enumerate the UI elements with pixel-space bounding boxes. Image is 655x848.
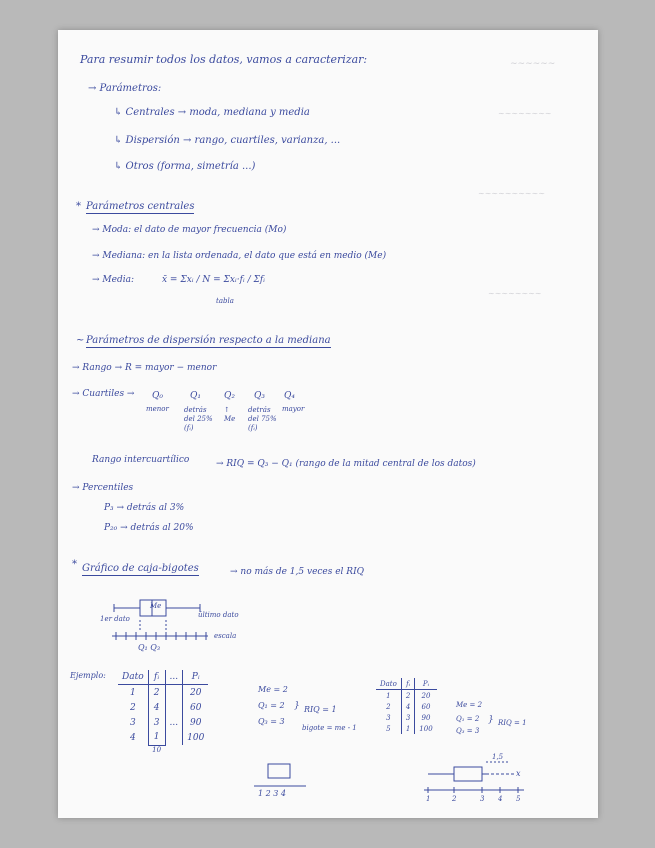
- percentiles-label: → Percentiles: [72, 483, 134, 493]
- table-header: fᵢ: [148, 670, 165, 685]
- table-header: ...: [165, 670, 183, 685]
- table-cell: 1: [376, 690, 401, 702]
- table-header: Pᵢ: [415, 678, 437, 690]
- table-cell: 60: [190, 702, 202, 713]
- q4-label: Q₄: [284, 391, 295, 401]
- table-header: Pᵢ: [183, 670, 209, 685]
- result-q1-1: Q₁ = 2: [258, 701, 285, 710]
- table-cell: 3: [118, 715, 148, 730]
- params-otros: ↳ Otros (forma, simetría ...): [114, 161, 256, 172]
- axis2-tick-label: 3: [480, 795, 485, 803]
- bleed-through-text: ∼∼∼∼∼∼∼∼∼∼: [478, 189, 546, 198]
- table-cell: 1: [118, 685, 148, 701]
- table-cell: 4: [118, 730, 148, 745]
- axis2-tick-label: 5: [516, 795, 521, 803]
- q1-label: Q₁: [190, 391, 201, 401]
- boxplot-bullet: *: [72, 559, 77, 570]
- bracket-label: 1,5: [492, 753, 504, 761]
- tabla-note: tabla: [216, 297, 234, 305]
- q1-note: detrás del 25% (fᵢ): [184, 406, 213, 432]
- boxplot-heading-rest: → no más de 1,5 veces el RIQ: [230, 567, 365, 577]
- q2-label: Q₂: [224, 391, 235, 401]
- bleed-through-text: ∼∼∼∼∼∼∼∼: [498, 109, 552, 118]
- notebook-page: [58, 30, 598, 818]
- cuartiles-label: → Cuartiles →: [72, 389, 135, 399]
- riq-result-2: RIQ = 1: [498, 719, 527, 727]
- table-header: fᵢ: [401, 678, 414, 690]
- table-cell: 3: [148, 715, 165, 730]
- intro-line: Para resumir todos los datos, vamos a caracterizar:: [80, 53, 368, 66]
- q3-note: detrás del 75% (fᵢ): [248, 406, 277, 432]
- table-total: 10: [152, 745, 162, 754]
- result-me-2: Me = 2: [456, 701, 483, 709]
- ultimo-dato-label: último dato: [198, 611, 239, 619]
- dispersion-heading: Parámetros de dispersión respecto a la mediana: [86, 335, 331, 346]
- axis2-tick-label: 1: [426, 795, 431, 803]
- q0-note: menor: [146, 405, 169, 413]
- table-cell: 2: [148, 685, 165, 701]
- q-axis-labels: Q₁ Q₃: [138, 643, 161, 652]
- table-cell: 3: [401, 712, 414, 723]
- bigote-note-1: bigote = me - 1: [302, 724, 357, 732]
- table-cell: 100: [187, 732, 205, 743]
- q3-label: Q₃: [254, 391, 265, 401]
- params-title: → Parámetros:: [88, 83, 162, 94]
- media-formula: x̄ = Σxᵢ / N = Σxᵢ·fᵢ / Σfᵢ: [162, 275, 265, 285]
- bleed-through-text: ∼∼∼∼∼∼∼∼: [488, 289, 542, 298]
- table-cell: 3: [376, 712, 401, 723]
- table-cell: 60: [421, 702, 431, 711]
- riq-result-1: RIQ = 1: [304, 705, 337, 714]
- riq-label: Rango intercuartílico: [92, 455, 190, 465]
- axis1-labels: 1 2 3 4: [258, 789, 286, 798]
- centrales-heading: Parámetros centrales: [86, 201, 195, 212]
- result-me-1: Me = 2: [258, 685, 288, 694]
- table-cell: 2: [118, 700, 148, 715]
- result-q1-2: Q₁ = 2: [456, 715, 480, 723]
- table-cell: 5: [376, 723, 401, 734]
- mini-boxplot-2: [58, 30, 598, 818]
- result-q3-1: Q₃ = 3: [258, 717, 285, 726]
- p20-line: P₂₀ → detrás al 20%: [104, 523, 194, 533]
- params-dispersion: ↳ Dispersión → rango, cuartiles, varianza, ...: [114, 135, 341, 146]
- primer-dato-label: 1er dato: [100, 615, 130, 623]
- table-cell: 100: [419, 724, 433, 733]
- axis2-tick-label: 4: [498, 795, 503, 803]
- table-cell: 20: [190, 687, 202, 698]
- p3-line: P₃ → detrás al 3%: [104, 503, 185, 513]
- table-cell: 2: [401, 690, 414, 702]
- table-header: Dato: [376, 678, 401, 690]
- riq-line: → RIQ = Q₃ − Q₁ (rango de la mitad central de los datos): [216, 459, 476, 469]
- rango-line: → Rango → R = mayor − menor: [72, 363, 217, 373]
- table-header: Dato: [118, 670, 148, 685]
- me-label: Me: [150, 602, 162, 610]
- mini-box-2: [454, 767, 482, 781]
- dispersion-bullet: ~: [76, 335, 85, 346]
- table-cell: 2: [376, 701, 401, 712]
- media-label: → Media:: [92, 275, 134, 285]
- q4-note: mayor: [282, 405, 305, 413]
- table-cell: ...: [165, 715, 183, 730]
- params-centrales: ↳ Centrales → moda, mediana y media: [114, 107, 310, 118]
- q0-label: Q₀: [152, 391, 163, 401]
- outlier-mark: x: [516, 769, 521, 778]
- bleed-through-text: ∼∼∼∼∼∼: [510, 59, 556, 69]
- table-cell: 1: [148, 730, 165, 745]
- table-cell: 4: [401, 701, 414, 712]
- table-cell: 4: [148, 700, 165, 715]
- table-cell: 1: [401, 723, 414, 734]
- centrales-bullet: *: [76, 201, 81, 212]
- mediana-line: → Mediana: en la lista ordenada, el dato que está en medio (Me): [92, 251, 387, 261]
- table-cell: 90: [190, 717, 202, 728]
- table-cell: 90: [421, 713, 431, 722]
- moda-line: → Moda: el dato de mayor frecuencia (Mo): [92, 225, 287, 235]
- axis2-tick-label: 2: [452, 795, 457, 803]
- result-q3-2: Q₃ = 3: [456, 727, 480, 735]
- ejemplo-label: Ejemplo:: [70, 671, 106, 680]
- escala-label: escala: [214, 632, 237, 640]
- brace-1: }: [294, 701, 300, 711]
- q2-note: ↑ Me: [224, 406, 236, 423]
- boxplot-heading: Gráfico de caja-bigotes: [82, 563, 199, 574]
- table-cell: 20: [421, 691, 431, 700]
- brace-2: }: [488, 715, 494, 725]
